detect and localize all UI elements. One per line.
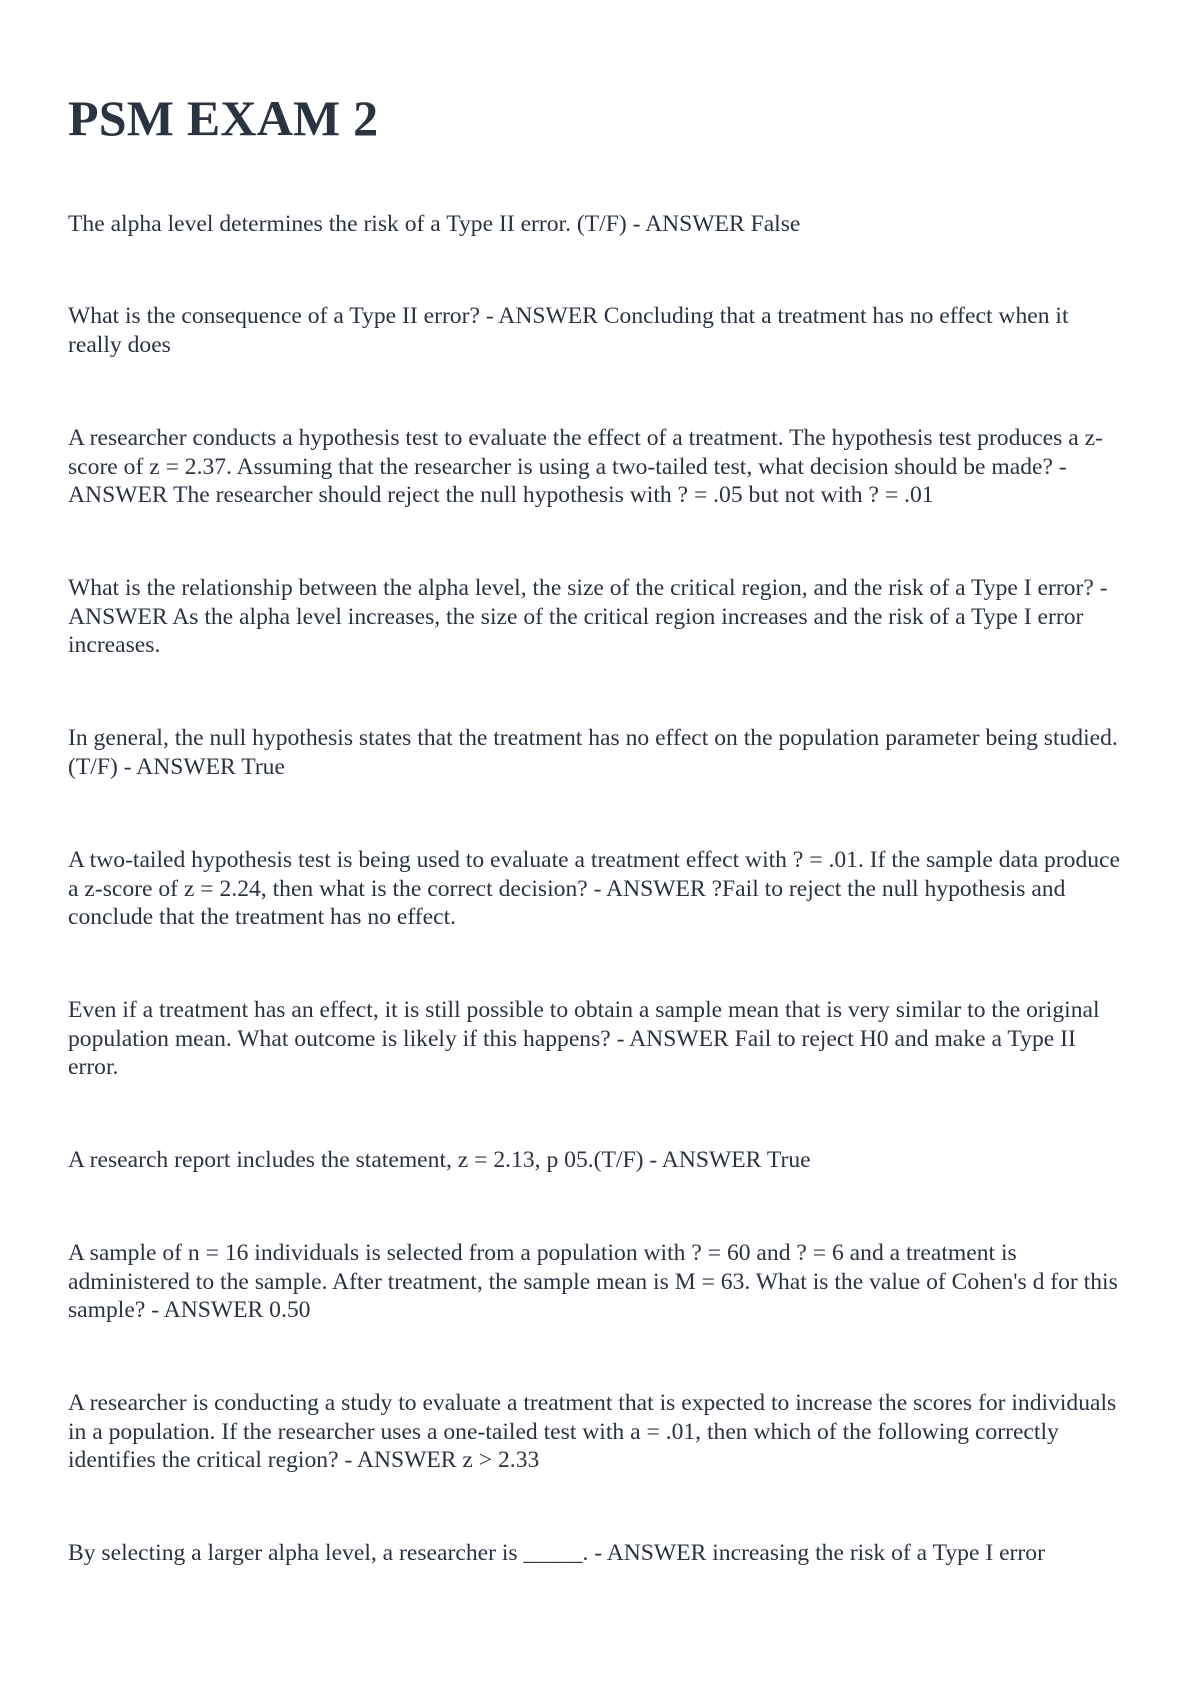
question-answer-8: A research report includes the statement, z = 2.13, p 05.(T/F) - ANSWER True: [68, 1147, 811, 1173]
question-answer-1: The alpha level determines the risk of a Type II error. (T/F) - ANSWER False: [68, 211, 801, 237]
question-answer-11: By selecting a larger alpha level, a researcher is _____. - ANSWER increasing the risk of a Type I error: [68, 1540, 1045, 1566]
question-answer-3: A researcher conducts a hypothesis test to evaluate the effect of a treatment. The hypothesis test produces a z-score of z = 2.37. Assuming that the researcher is using a two-tailed test, what decision should be made? - ANSWER The researcher should reject the null hypothesis with ? = .05 but not with ? = .01: [68, 425, 1103, 508]
question-answer-6: A two-tailed hypothesis test is being used to evaluate a treatment effect with ? = .01. If the sample data produce a z-score of z = 2.24, then what is the correct decision? - ANSWER ?Fail to reject the null hypothesis and conclude that the treatment has no effect.: [68, 847, 1120, 930]
page-title: PSM EXAM 2: [68, 90, 379, 146]
question-answer-4: What is the relationship between the alpha level, the size of the critical region, and the risk of a Type I error? - ANSWER As the alpha level increases, the size of the critical region increases and the risk of a Type I error increases.: [68, 575, 1108, 658]
question-answer-2: What is the consequence of a Type II error? - ANSWER Concluding that a treatment has no effect when it really does: [68, 303, 1069, 358]
question-answer-7: Even if a treatment has an effect, it is still possible to obtain a sample mean that is very similar to the original population mean. What outcome is likely if this happens? - ANSWER Fail to reject H0 and make a Type II error.: [68, 997, 1100, 1080]
question-answer-10: A researcher is conducting a study to evaluate a treatment that is expected to increase the scores for individuals in a population. If the researcher uses a one-tailed test with a = .01, then which of the following correctly identifies the critical region? - ANSWER z > 2.33: [68, 1390, 1117, 1473]
question-answer-5: In general, the null hypothesis states that the treatment has no effect on the population parameter being studied. (T/F) - ANSWER True: [68, 725, 1118, 780]
question-answer-9: A sample of n = 16 individuals is selected from a population with ? = 60 and ? = 6 and a treatment is administered to the sample. After treatment, the sample mean is M = 63. What is the value of Cohen's d for this sample? - ANSWER 0.50: [68, 1240, 1118, 1323]
